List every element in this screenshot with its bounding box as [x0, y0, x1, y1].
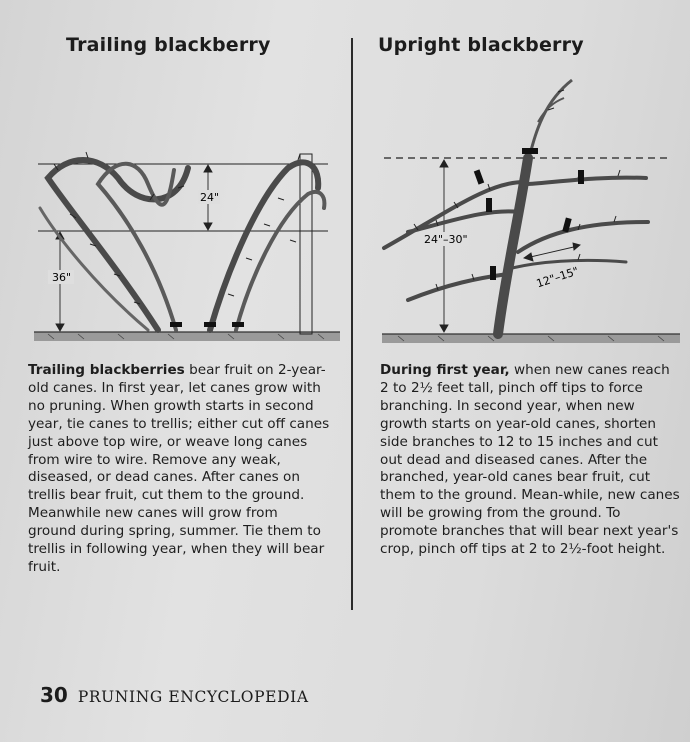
ground	[34, 332, 340, 341]
page-footer	[40, 683, 309, 707]
tip-cut-mark	[522, 148, 538, 154]
upright-blackberry-illustration	[378, 72, 684, 348]
trailing-blackberry-description	[28, 362, 330, 577]
dimension-24-30-label: 24"–30"	[424, 233, 468, 246]
pinched-tip	[530, 80, 572, 154]
right-section-title: Upright blackberry	[378, 34, 584, 56]
book-title: PRUNING ENCYCLOPEDIA	[77, 688, 309, 706]
dimension-36-label: 36"	[52, 271, 72, 284]
trailing-body-text: bear fruit on 2-year-old canes. In first year, let canes grow with no pruning. When growth starts in second year, tie canes to trellis; either cut off canes just above top wire, or weave long canes from wire to wire. Remove any weak, diseased, or dead canes. After canes on trellis bear fruit, cut them to the ground. Meanwhile new canes will grow from ground during spring, summer. Tie them to trellis in following year, when they will bear fruit.	[28, 362, 330, 575]
column-divider	[351, 38, 353, 610]
trellis-post	[300, 154, 312, 334]
side-branch-4	[528, 178, 646, 184]
side-branch-2	[408, 211, 520, 232]
side-branch-5	[518, 222, 648, 252]
page-number: 30	[40, 683, 68, 707]
trailing-cane-4	[236, 192, 324, 330]
cut-mark	[170, 322, 182, 327]
trailing-cane-3	[210, 162, 318, 330]
upright-body-text: when new canes reach 2 to 2½ feet tall, pinch off tips to force branching. In second year, when new growth starts on year-old canes, shorten side branches to 12 to 15 inches and cut out dead and diseased canes. After the branched, year-old canes bear fruit, cut them to the ground. Mean-while, new canes will be growing from the ground. To promote branches that will bear next year's crop, pinch off tips at 2 to 2½-foot height.	[380, 362, 680, 558]
upright-blackberry-description	[380, 362, 680, 559]
left-section-title: Trailing blackberry	[66, 34, 271, 56]
trailing-lead-text: Trailing blackberries	[28, 362, 185, 378]
dimension-12-15-label: 12"–15"	[534, 264, 581, 291]
trailing-blackberry-illustration	[28, 148, 344, 348]
upright-lead-text: During first year,	[380, 362, 510, 378]
ground	[382, 334, 680, 343]
dimension-24-label: 24"	[200, 191, 220, 204]
trailing-cane-2	[98, 164, 176, 330]
